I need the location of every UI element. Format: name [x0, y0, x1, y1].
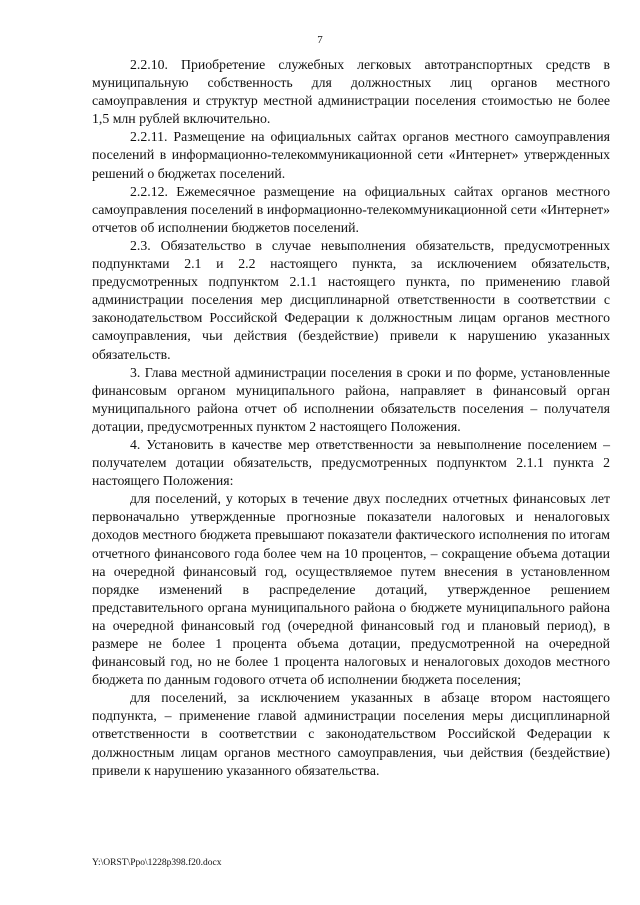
paragraph-2-3: 2.3. Обязательство в случае невыполнения обязательств, предусмотренных подпунктами 2.1 и 2.2 настоящего пункта, за исключением обязательств, предусмотренных подпунктом 2.1.1 настоящего пункта, по применению главой администрации поселения мер дисциплинарной ответственности в соответствии с законодательством Российской Федерации к должностным лицам органов местного самоуправления, чьи действия (бездействие) привели к нарушению указанных обязательств.	[92, 237, 610, 362]
paragraph-2-2-12: 2.2.12. Ежемесячное размещение на официальных сайтах органов местного самоуправления поселений в информационно-телекоммуникационной сети «Интернет» отчетов об исполнении бюджетов поселений.	[92, 183, 610, 235]
document-body	[92, 56, 610, 780]
paragraph-4-item-1: для поселений, у которых в течение двух последних отчетных финансовых лет первоначально утвержденные прогнозные показатели налоговых и неналоговых доходов местного бюджета превышают показатели фактического исполнения по итогам отчетного финансового года более чем на 10 процентов, – сокращение объема дотации на очередной финансовый год, осуществляемое путем внесения в установленном порядке изменений в распределение дотаций, утвержденное решением представительного органа муниципального района о бюджете муниципального района на очередной финансовый год (очередной финансовый год и плановый период), в размере не более 1 процента объема дотации, предусмотренной на очередной финансовый год, но не более 1 процента налоговых и неналоговых доходов местного бюджета по данным годового отчета об исполнении бюджета поселения;	[92, 491, 610, 688]
paragraph-2-2-10: 2.2.10. Приобретение служебных легковых автотранспортных средств в муниципальную собственность для должностных лиц органов местного самоуправления и структур местной администрации поселения стоимостью не более 1,5 млн рублей включительно.	[92, 57, 610, 127]
paragraph-4: 4. Установить в качестве мер ответственности за невыполнение поселением – получателем дотации обязательств, предусмотренных подпунктом 2.1.1 пункта 2 настоящего Положения:	[92, 436, 610, 489]
paragraph-3: 3. Глава местной администрации поселения в сроки и по форме, установленные финансовым органом муниципального района, направляет в финансовый орган муниципального района отчет об исполнении обязательств поселения – получателя дотации, предусмотренных пунктом 2 настоящего Положения.	[92, 364, 610, 434]
page-number: 7	[317, 34, 323, 46]
paragraph-2-2-11: 2.2.11. Размещение на официальных сайтах органов местного самоуправления поселений в информационно-телекоммуникационной сети «Интернет» утвержденных решений о бюджетах поселений.	[92, 129, 610, 181]
paragraph-4-item-2: для поселений, за исключением указанных в абзаце втором настоящего подпункта, – применение главой администрации поселения меры дисциплинарной ответственности в соответствии с законодательством Российской Федерации к должностным лицам органов местного самоуправления, чьи действия (бездействие) привели к нарушению указанного обязательства.	[92, 690, 610, 778]
file-path-footer: Y:\ORST\Ppo\1228p398.f20.docx	[92, 858, 222, 868]
